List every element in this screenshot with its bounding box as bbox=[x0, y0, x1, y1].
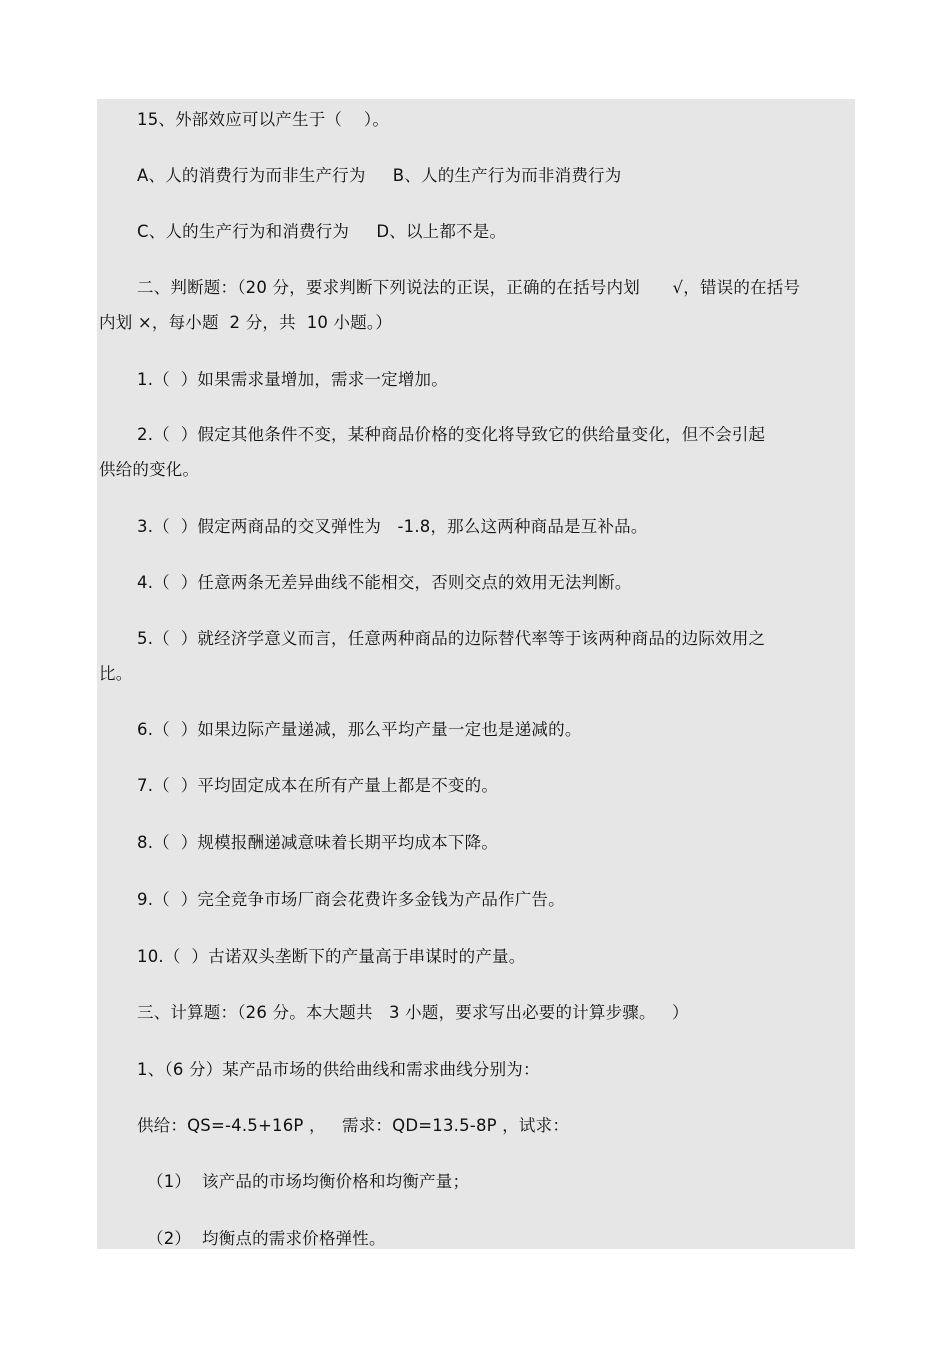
true-false-question-10: 10.（ ）古诺双头垄断下的产量高于串谋时的产量。 bbox=[137, 947, 526, 966]
true-false-question-4: 4.（ ）任意两条无差异曲线不能相交，否则交点的效用无法判断。 bbox=[137, 573, 632, 592]
question-15-options-cd: C、人的生产行为和消费行为 D、以上都不是。 bbox=[137, 222, 507, 241]
true-false-question-2-continued: 供给的变化。 bbox=[99, 460, 200, 479]
question-15-options-ab: A、人的消费行为而非生产行为 B、人的生产行为而非消费行为 bbox=[137, 166, 622, 185]
section-3-heading: 三、计算题：（26 分。本大题共 3 小题，要求写出必要的计算步骤。 ） bbox=[137, 1003, 689, 1022]
calculation-question-1-part-2: （2） 均衡点的需求价格弹性。 bbox=[147, 1229, 386, 1248]
true-false-question-2: 2.（ ）假定其他条件不变，某种商品价格的变化将导致它的供给量变化，但不会引起 bbox=[137, 425, 766, 444]
calculation-question-1-part-1: （1） 该产品的市场均衡价格和均衡产量； bbox=[147, 1172, 470, 1191]
true-false-question-8: 8.（ ）规模报酬递减意味着长期平均成本下降。 bbox=[137, 833, 499, 852]
calculation-question-1: 1、（6 分）某产品市场的供给曲线和需求曲线分别为： bbox=[137, 1060, 540, 1079]
true-false-question-1: 1.（ ）如果需求量增加，需求一定增加。 bbox=[137, 370, 448, 389]
true-false-question-5: 5.（ ）就经济学意义而言，任意两种商品的边际替代率等于该两种商品的边际效用之 bbox=[137, 629, 766, 648]
question-15: 15、外部效应可以产生于（ ）。 bbox=[137, 110, 390, 129]
true-false-question-9: 9.（ ）完全竞争市场厂商会花费许多金钱为产品作广告。 bbox=[137, 890, 565, 909]
section-2-heading: 二、判断题：（20 分，要求判断下列说法的正误，正确的在括号内划 √，错误的在括号 bbox=[137, 278, 801, 297]
true-false-question-6: 6.（ ）如果边际产量递减，那么平均产量一定也是递减的。 bbox=[137, 720, 582, 739]
calculation-question-1-equations: 供给：QS=-4.5+16P ， 需求：QD=13.5-8P ，试求： bbox=[137, 1116, 570, 1135]
true-false-question-5-continued: 比。 bbox=[99, 664, 133, 683]
true-false-question-3: 3.（ ）假定两商品的交叉弹性为 -1.8，那么这两种商品是互补品。 bbox=[137, 517, 648, 536]
true-false-question-7: 7.（ ）平均固定成本在所有产量上都是不变的。 bbox=[137, 776, 499, 795]
section-2-heading-continued: 内划 ×，每小题 2 分，共 10 小题。） bbox=[99, 313, 393, 332]
